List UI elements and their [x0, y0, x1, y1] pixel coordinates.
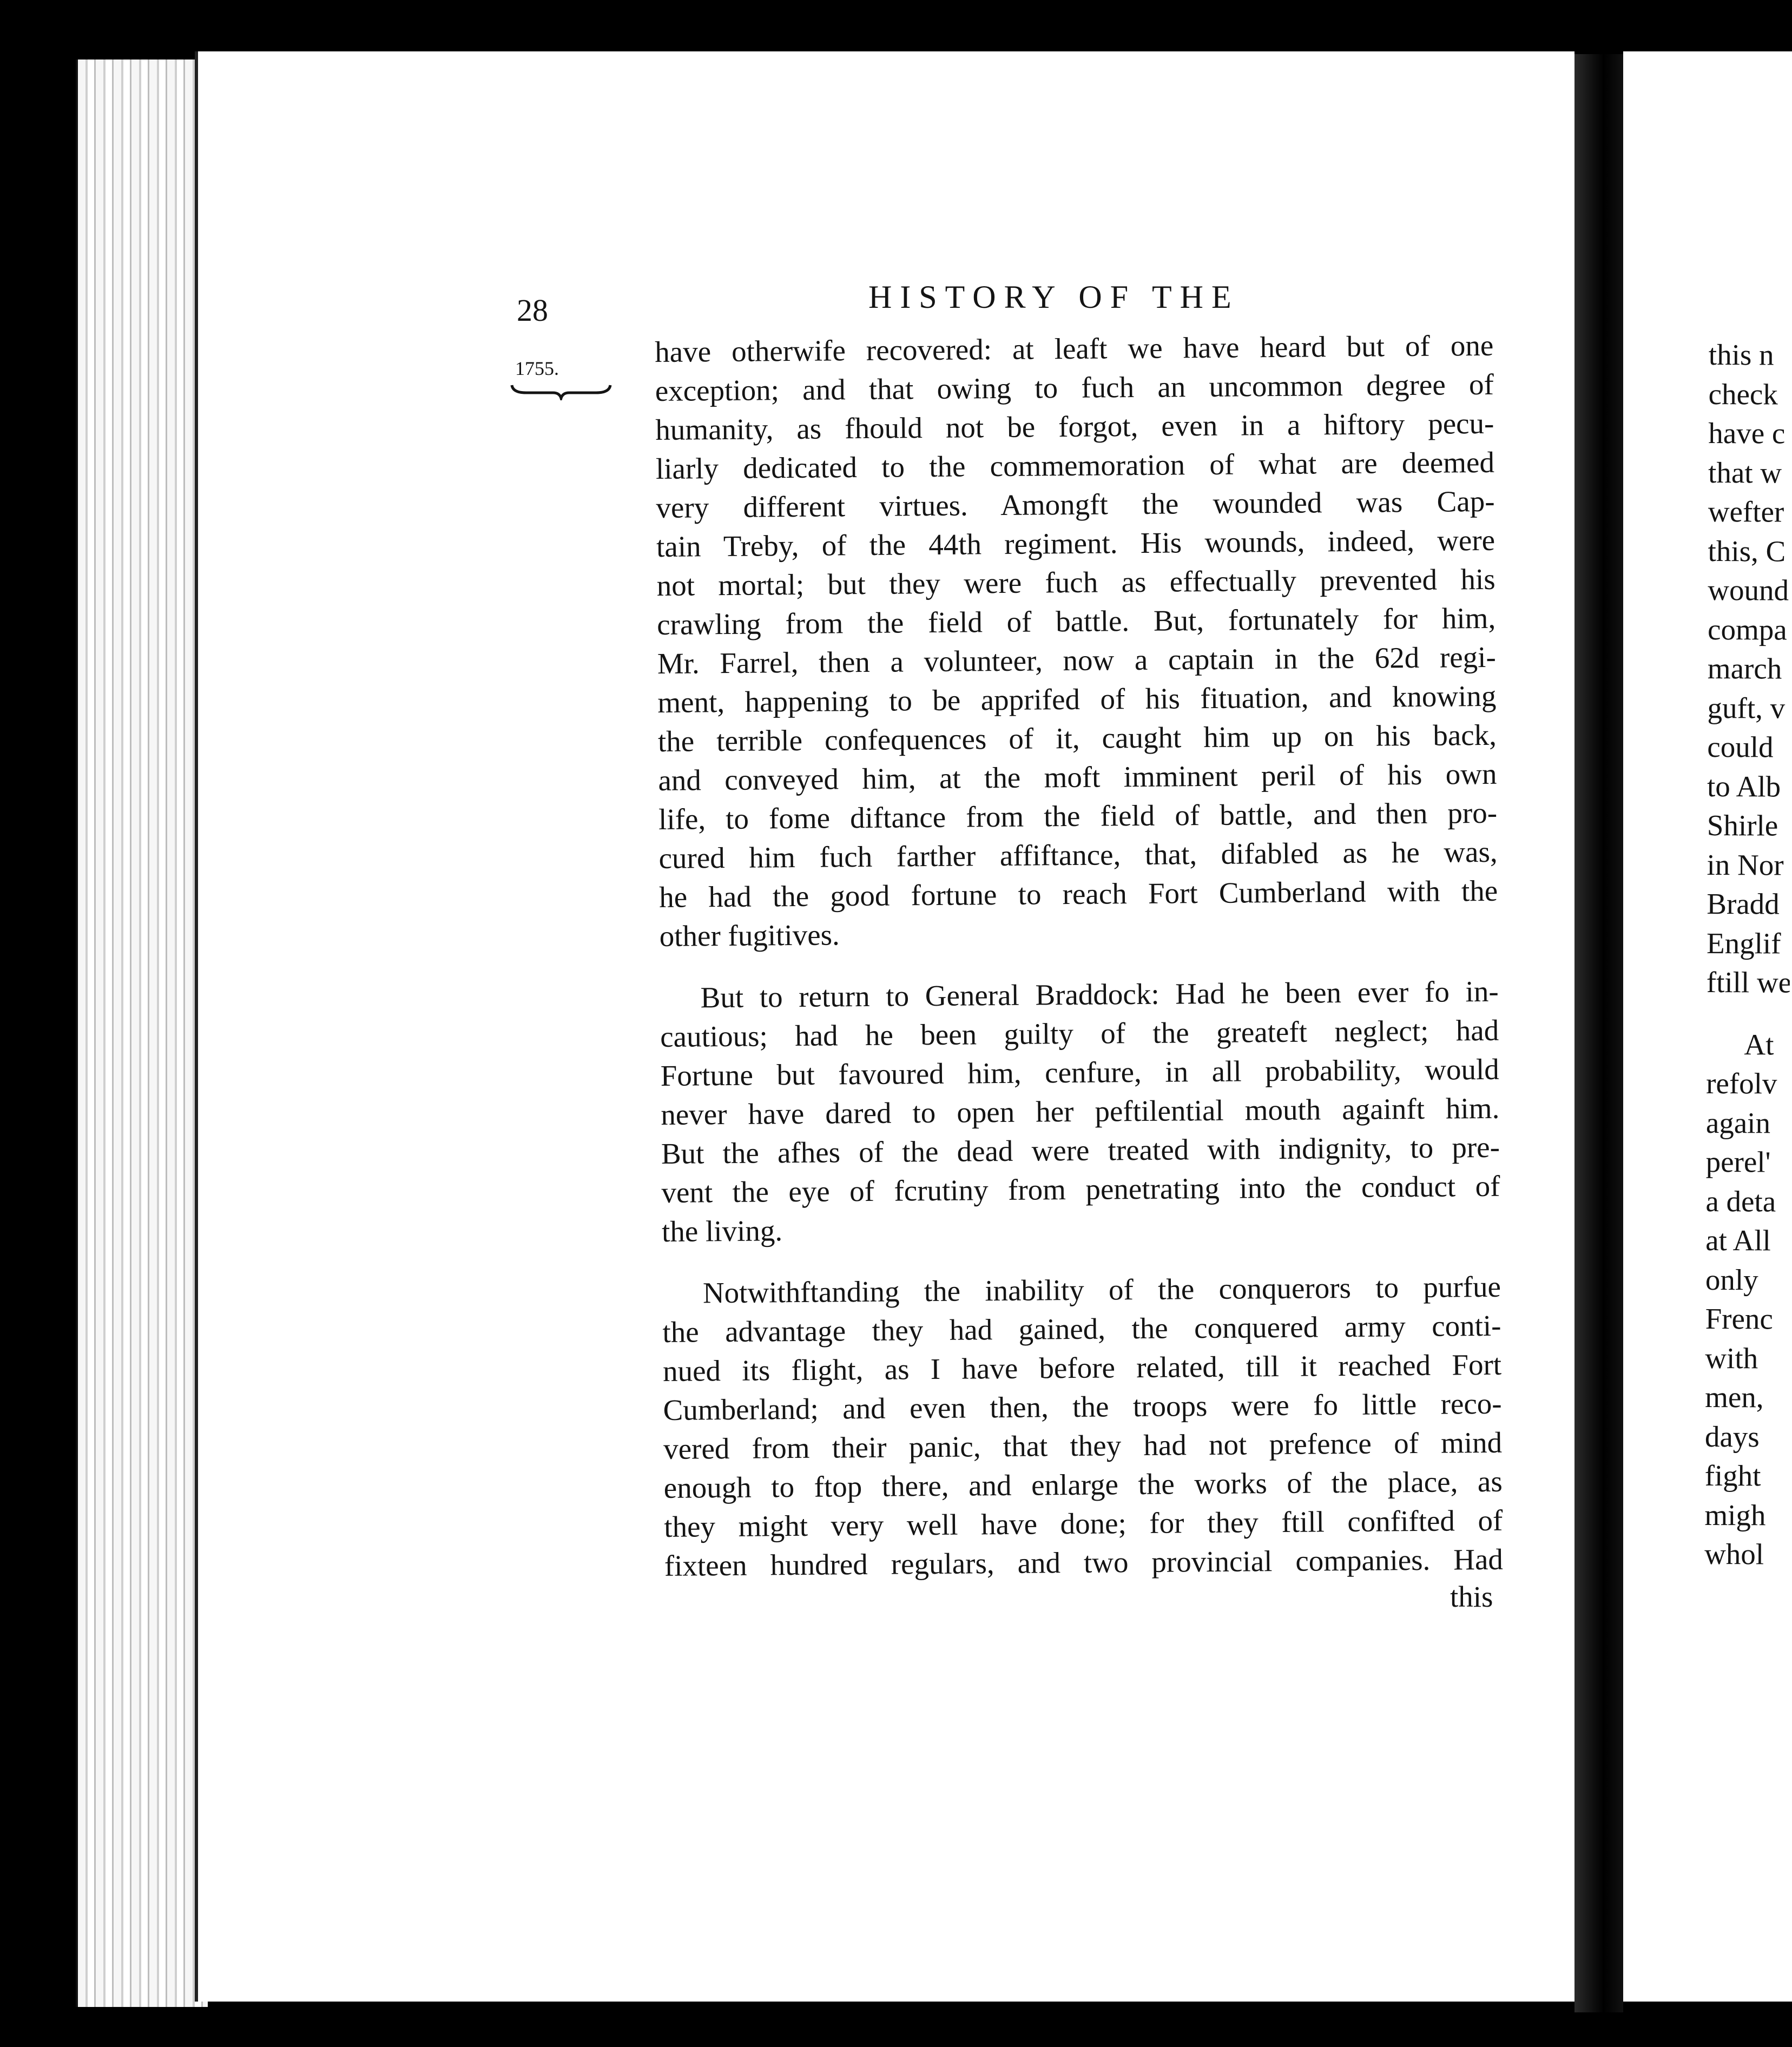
right-page-line: this n	[1708, 338, 1774, 372]
right-page-line: Frenc	[1705, 1302, 1773, 1336]
paragraph	[655, 326, 1498, 956]
right-page-line: wefter	[1708, 494, 1784, 529]
right-page-line: march	[1707, 651, 1782, 685]
right-page-line: this, C	[1708, 534, 1786, 567]
text-line: ment, happening to be apprifed of his fituation, and knowing	[657, 679, 1497, 719]
right-page-line: could	[1707, 730, 1774, 764]
right-page-line: Bradd	[1707, 887, 1780, 921]
right-page-line: guft, v	[1707, 691, 1786, 724]
text-line: vered from their panic, that they had not prefence of mind	[663, 1425, 1503, 1465]
book-fore-edge	[76, 60, 208, 2007]
right-page-line: check	[1708, 377, 1778, 411]
text-line: life, to fome diftance from the field of battle, and then pro-	[658, 796, 1498, 836]
right-page-line: to Alb	[1707, 769, 1781, 803]
right-page-line: have c	[1708, 416, 1786, 450]
brace-icon	[510, 383, 612, 400]
text-line: he had the good fortune to reach Fort Cumberland with the	[658, 874, 1498, 914]
text-line: very different virtues. Amongft the wounded was Cap-	[656, 484, 1495, 524]
right-page-line: ftill we	[1706, 965, 1792, 999]
text-line: Mr. Farrel, then a volunteer, now a captain in the 62d regi-	[657, 640, 1496, 680]
book-gutter	[1574, 54, 1623, 2012]
text-line: cured him fuch farther affiftance, that, difabled as he was,	[658, 835, 1498, 875]
right-page-line: migh	[1704, 1498, 1766, 1531]
text-line: nued its flight, as I have before related, till it reached Fort	[662, 1348, 1502, 1388]
right-page-line: days	[1704, 1419, 1760, 1453]
right-page-text	[1704, 335, 1792, 1574]
right-page-line: perel'	[1705, 1145, 1771, 1179]
text-line: have otherwife recovered: at leaft we have heard but of one	[655, 328, 1494, 368]
text-line: enough to ftop there, and enlarge the works of the place, as	[663, 1464, 1503, 1504]
page-number: 28	[517, 293, 548, 328]
text-line: they might very well have done; for they ftill confifted of	[664, 1503, 1503, 1543]
right-page-line: only	[1705, 1263, 1758, 1296]
text-line: exception; and that owing to fuch an uncommon degree of	[655, 367, 1494, 407]
right-page-line: refolv	[1706, 1066, 1777, 1100]
right-page-line: At	[1744, 1027, 1774, 1061]
right-page-line: compa	[1707, 612, 1787, 646]
right-page-line: Englif	[1706, 926, 1781, 960]
running-head: HISTORY OF THE	[868, 279, 1240, 315]
text-line: not mortal; but they were fuch as effectually prevented his	[656, 562, 1495, 602]
margin-year: 1755.	[515, 358, 559, 379]
text-line: the living.	[661, 1214, 783, 1248]
right-page-line: in Nor	[1707, 848, 1784, 881]
right-page-line: fight	[1704, 1458, 1761, 1493]
right-page-line: again	[1705, 1106, 1771, 1139]
text-line: Fortune but favoured him, cenfure, in all probability, would	[660, 1052, 1499, 1092]
right-page-line: wound	[1708, 573, 1789, 607]
text-line: tain Treby, of the 44th regiment. His wounds, indeed, were	[656, 523, 1495, 563]
text-line: the terrible confequences of it, caught him up on his back,	[657, 718, 1497, 758]
catchword: this	[1450, 1580, 1493, 1613]
text-line: cautious; had he been guilty of the greateft neglect; had	[660, 1013, 1499, 1053]
text-line: fixteen hundred regulars, and two provincial companies. Had	[664, 1542, 1504, 1582]
text-line: never have dared to open her peftilential mouth againft him.	[661, 1091, 1500, 1131]
text-line: the advantage they had gained, the conquered army conti-	[662, 1309, 1501, 1349]
right-page-line: Shirle	[1707, 808, 1778, 842]
paragraph	[660, 972, 1500, 1251]
right-page-line: at All	[1705, 1223, 1771, 1257]
paragraph-gap	[1707, 1002, 1790, 1025]
text-line: But to return to General Braddock: Had he been ever fo in-	[700, 974, 1499, 1014]
text-line: Cumberland; and even then, the troops were fo little reco-	[663, 1386, 1502, 1427]
right-page-line: men,	[1705, 1380, 1764, 1414]
paragraph	[662, 1267, 1503, 1586]
right-page-line: with	[1705, 1341, 1758, 1375]
text-line: humanity, as fhould not be forgot, even in a hiftory pecu-	[655, 406, 1494, 446]
right-page-line: whol	[1704, 1537, 1764, 1571]
right-page-line: a deta	[1705, 1184, 1776, 1218]
text-line: crawling from the field of battle. But, fortunately for him,	[656, 601, 1496, 641]
text-line: and conveyed him, at the moft imminent peril of his own	[658, 757, 1497, 797]
text-line: liarly dedicated to the commemoration of what are deemed	[655, 445, 1495, 485]
text-line: Notwithftanding the inability of the conquerors to purfue	[702, 1270, 1501, 1310]
text-line: vent the eye of fcrutiny from penetrating into the conduct of	[661, 1169, 1500, 1209]
text-line: other fugitives.	[659, 918, 840, 953]
text-line: But the afhes of the dead were treated with indignity, to pre-	[661, 1130, 1500, 1170]
right-page-line: that w	[1708, 455, 1782, 489]
body-text	[655, 326, 1503, 1586]
